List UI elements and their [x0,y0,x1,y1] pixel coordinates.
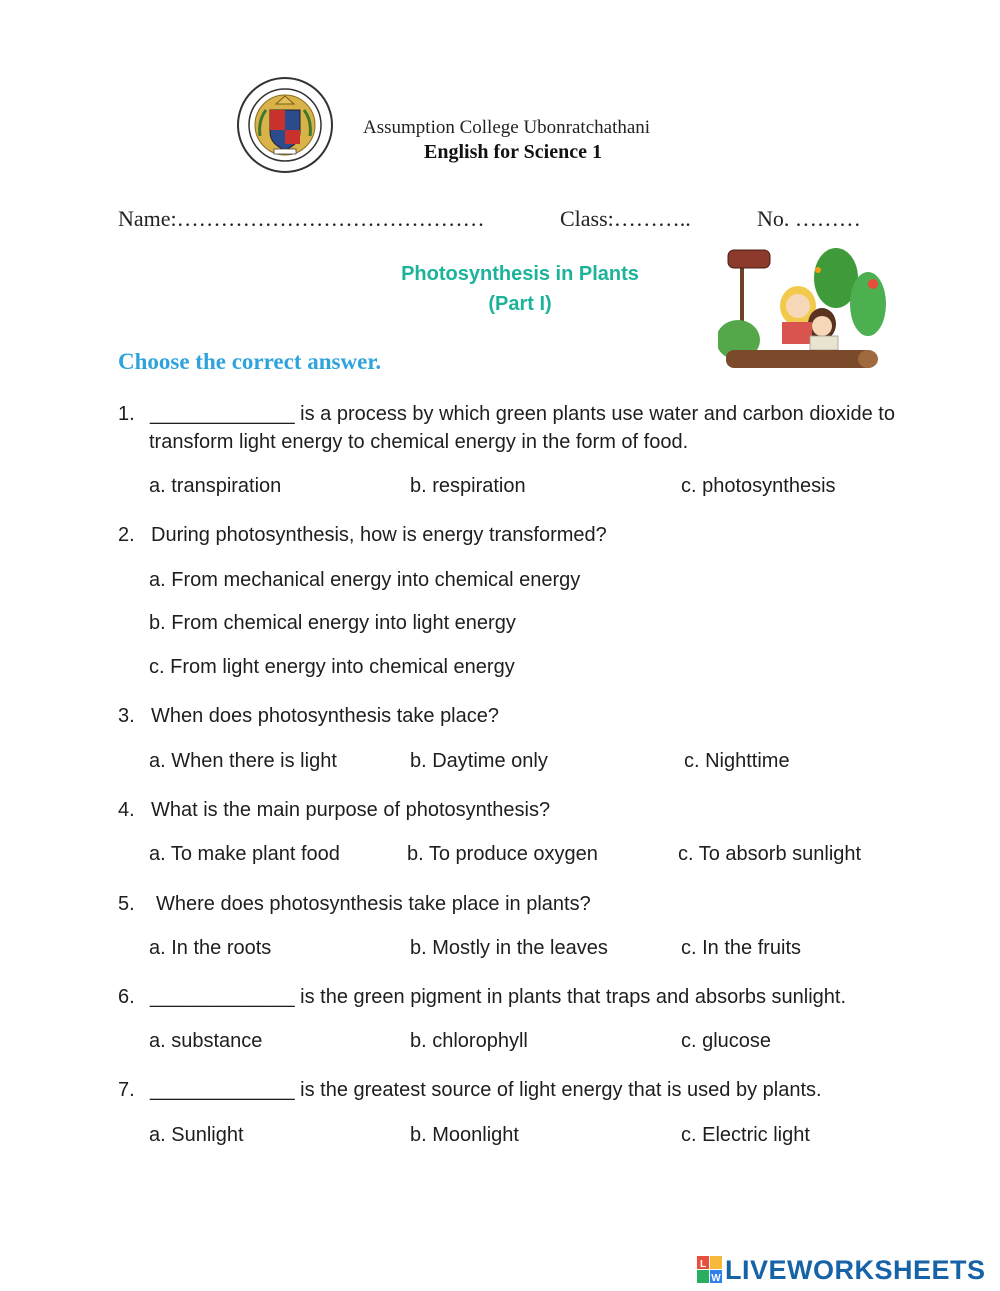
question-number: 1. [118,403,135,425]
q2-option-c[interactable]: c. From light energy into chemical energy [149,656,515,678]
q4-option-a[interactable]: a. To make plant food [149,843,340,865]
question-number: 5. [118,893,135,915]
kids-reading-illustration [718,244,888,384]
q2-option-b[interactable]: b. From chemical energy into light energy [149,612,516,634]
q3-option-a[interactable]: a. When there is light [149,750,337,772]
badge-letter-l: L [699,1259,707,1270]
q4-option-b[interactable]: b. To produce oxygen [407,843,598,865]
q1-option-a[interactable]: a. transpiration [149,475,282,497]
question-number: 4. [118,799,135,821]
worksheet-subtitle: (Part I) [488,293,552,315]
q7-option-b[interactable]: b. Moonlight [410,1124,519,1146]
q4-option-c[interactable]: c. To absorb sunlight [678,843,862,865]
q6-option-b[interactable]: b. chlorophyll [410,1030,528,1052]
question-number: 2. [118,524,135,546]
q6-option-c[interactable]: c. glucose [681,1030,772,1052]
question-number: 7. [118,1079,135,1101]
school-seal [236,76,334,174]
q2-option-a[interactable]: a. From mechanical energy into chemical energy [149,569,581,591]
question-text: _____________ is the greatest source of light energy that is used by plants. [150,1079,822,1101]
q3-option-c[interactable]: c. Nighttime [684,750,790,772]
q3-option-b[interactable]: b. Daytime only [410,750,548,772]
question-number: 3. [118,705,135,727]
question-text: When does photosynthesis take place? [151,705,499,727]
question-text: What is the main purpose of photosynthesis? [151,799,551,821]
instruction-heading: Choose the correct answer. [118,349,382,374]
question-number: 6. [118,986,135,1008]
worksheet-title: Photosynthesis in Plants [401,263,639,285]
q5-option-b[interactable]: b. Mostly in the leaves [410,937,608,959]
q1-option-b[interactable]: b. respiration [410,475,526,497]
school-name: Assumption College Ubonratchathani [363,117,651,138]
q7-option-a[interactable]: a. Sunlight [149,1124,244,1146]
q6-option-a[interactable]: a. substance [149,1030,263,1052]
question-text: Where does photosynthesis take place in plants? [156,893,591,915]
liveworksheets-logo[interactable] [697,1253,986,1287]
course-title: English for Science 1 [424,141,602,163]
q5-option-c[interactable]: c. In the fruits [681,937,802,959]
number-field[interactable]: No. ……… [757,206,861,231]
question-text: _____________ is a process by which green plants use water and carbon dioxide to [150,403,895,425]
question-text: During photosynthesis, how is energy transformed? [151,524,607,546]
name-field[interactable]: Name:…………………………………… [118,206,485,231]
badge-letter-w: W [711,1273,721,1284]
q7-option-c[interactable]: c. Electric light [681,1124,810,1146]
liveworksheets-badge-icon [697,1256,723,1284]
q1-option-c[interactable]: c. photosynthesis [681,475,836,497]
class-field[interactable]: Class:……….. [560,206,691,231]
q5-option-a[interactable]: a. In the roots [149,937,272,959]
liveworksheets-wordmark: LIVEWORKSHEETS [725,1254,986,1285]
question-text: _____________ is the green pigment in plants that traps and absorbs sunlight. [150,986,847,1008]
question-1-text-cont: transform light energy to chemical energy in the form of food. [149,431,689,453]
